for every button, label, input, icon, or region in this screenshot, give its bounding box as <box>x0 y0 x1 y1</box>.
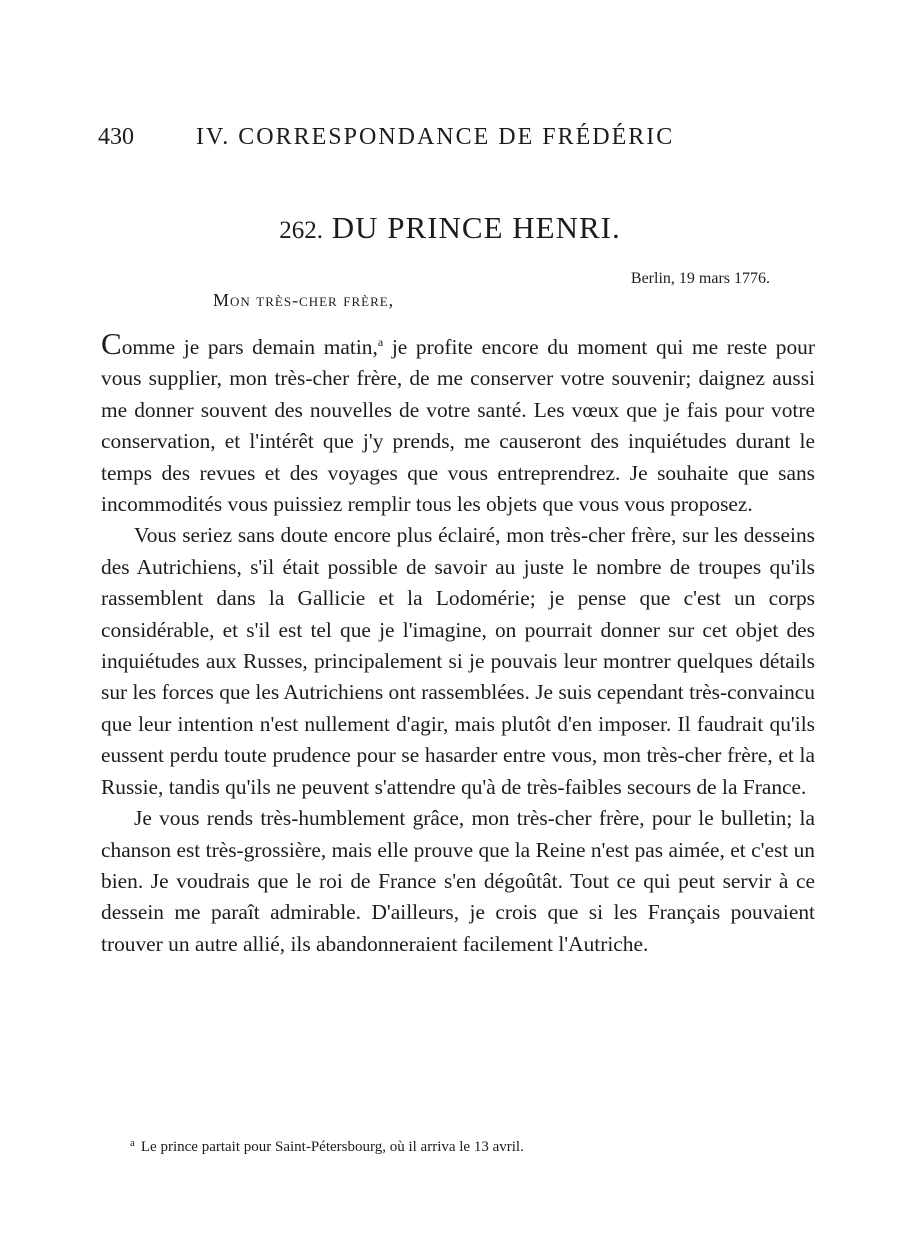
paragraph-1-rest: je profite encore du moment qui me reste pour vous supplier, mon très-cher frère, de me conserver votre souvenir; daignez aussi me donner souvent des nouvelles de votre santé. Les vœux que je fais pour votre conservation, et l'intérêt que j'y prends, me causeront des inquiétudes durant le temps des revues et des voyages que vous entreprendrez. Je souhaite que sans incommodités vous puissiez remplir tous les objets que vous vous proposez. <box>101 335 815 517</box>
paragraph-3: Je vous rends très-humblement grâce, mon très-cher frère, pour le bulletin; la chanson est très-grossière, mais elle prouve que la Reine n'est pas aimée, et c'est un bien. Je voudrais que le roi de France s'en dégoûtât. Tout ce qui peut servir à ce dessein me paraît admirable. D'ailleurs, je crois que si les Français pouvaient trouver un autre allié, ils abandonneraient facilement l'Autriche. <box>101 806 815 956</box>
letter-body <box>101 326 815 960</box>
paragraph-2: Vous seriez sans doute encore plus éclairé, mon très-cher frère, sur les desseins des Autrichiens, s'il était possible de savoir au juste le nombre de troupes qu'ils rassemblent dans la Gallicie et la Lodomérie; je pense que c'est un corps considérable, et s'il est tel que je l'imagine, on pourrait donner sur cet objet des inquiétudes aux Russes, principalement si je pouvais leur montrer quelques détails sur les forces que les Autrichiens ont rassemblées. Je suis cependant très-convaincu que leur intention n'est nullement d'agir, mais plutôt d'en imposer. Il faudrait qu'ils eussent perdu toute prudence pour se hasarder entre vous, mon très-cher frère, et la Russie, tandis qu'ils ne peuvent s'attendre qu'à de très-faibles secours de la France. <box>101 523 815 799</box>
page-number: 430 <box>98 124 134 150</box>
footnote-mark: a <box>130 1137 135 1149</box>
running-title: IV. CORRESPONDANCE DE FRÉDÉRIC <box>196 124 675 150</box>
footnote-text: Le prince partait pour Saint-Pétersbourg, où il arriva le 13 avril. <box>140 1139 524 1155</box>
footnote-reference: a <box>377 335 384 349</box>
letter-number: 262. <box>279 217 323 244</box>
paragraph-1 <box>101 326 815 520</box>
drop-cap: C <box>101 326 122 361</box>
footnote <box>130 1137 524 1156</box>
letter-title <box>0 210 900 246</box>
running-header <box>98 124 674 151</box>
letter-heading: DU PRINCE HENRI. <box>331 210 621 245</box>
salutation: Mon très-cher frère, <box>213 290 395 310</box>
paragraph-1-start: omme je pars demain matin, <box>121 335 378 359</box>
dateline: Berlin, 19 mars 1776. <box>630 270 770 287</box>
